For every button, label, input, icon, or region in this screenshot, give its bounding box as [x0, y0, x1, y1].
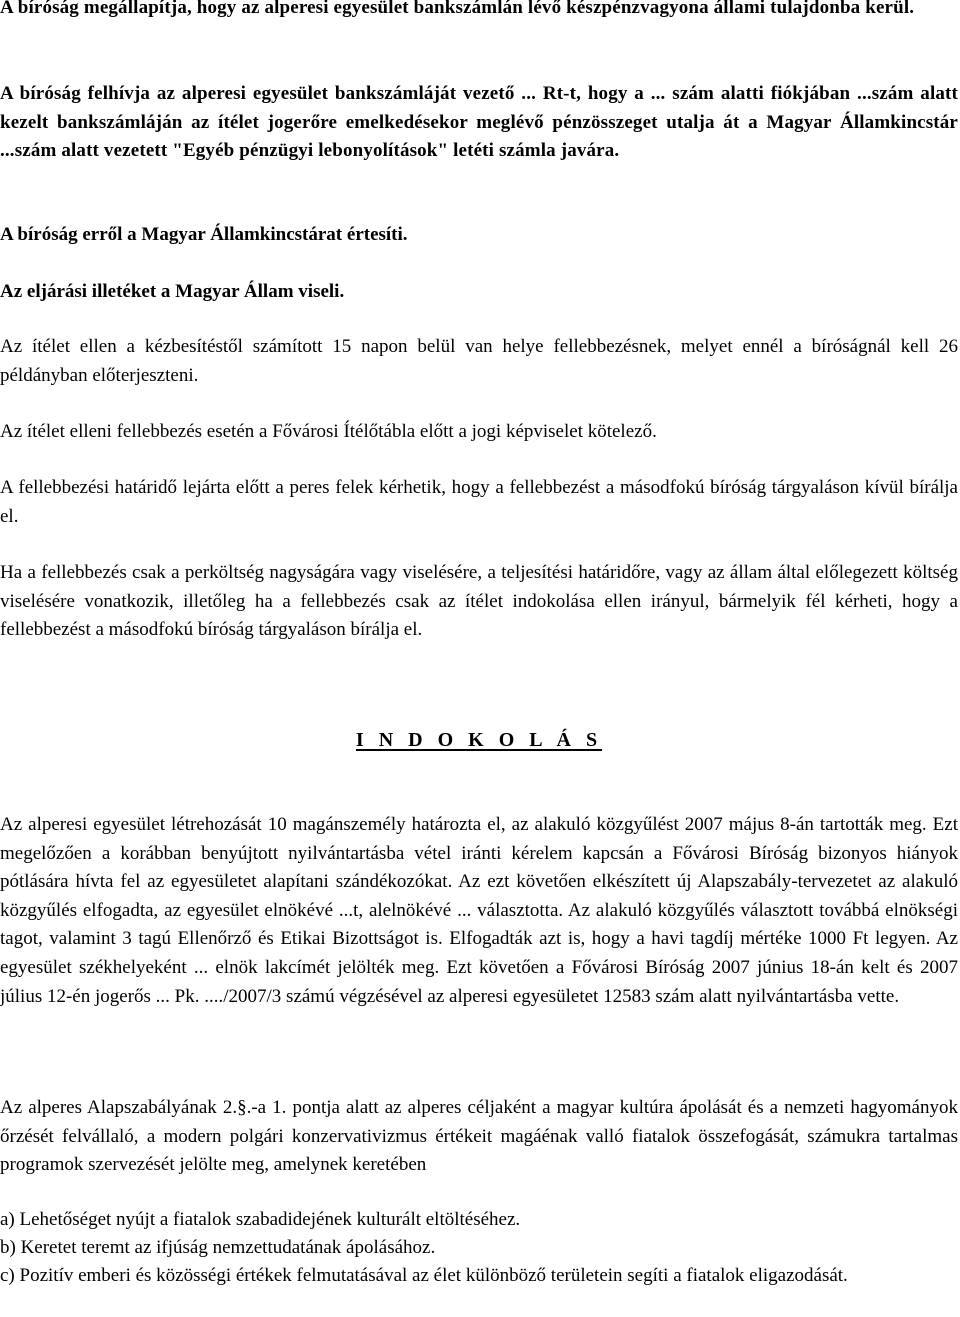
paragraph-bank-transfer-order: A bíróság felhívja az alperesi egyesület bankszámláját vezető ... Rt-t, hogy a ... szám alatti fiókjában ...szám alatt kezelt bankszámláján az ítélet jogerőre emelkedésekor meglévő pénzösszeget utalja át a Magyar Államkincstár ...szám alatt vezetett "Egyéb pénzügyi lebonyolítások" letéti számla javára. — [0, 83, 958, 162]
paragraph-association-goals: Az alperes Alapszabályának 2.§.-a 1. pontja alatt az alperes céljaként a magyar kultúra ápolását és a nemzeti hagyományok őrzését felvállaló, a modern polgári konzervativizmus értékeit magáénak valló fiatalok összefogását, számukra tartalmas programok szervezését jelölte meg, amelynek keretében — [0, 1097, 958, 1176]
paragraph-treasury-notice: A bíróság erről a Magyar Államkincstárat értesíti. — [0, 224, 408, 245]
paragraph-procedural-fee: Az eljárási illetéket a Magyar Állam viseli. — [0, 281, 345, 302]
paragraph-association-history: Az alperesi egyesület létrehozását 10 magánszemély határozta el, az alakuló közgyűlést 2007 május 8-án tartották meg. Ezt megelőzően a korábban benyújtott nyilvántartásba vétel iránti kérelem kapcsán a Fővárosi Bíróság bizonyos hiányok pótlására hívta fel az egyesületet alapítani szándékozókat. Az ezt követően elkészített új Alapszabály-tervezetet az alakuló közgyűlés elfogadta, az egyesület elnökévé ...t, alelnökévé ... választotta. Az alakuló közgyűlés választott továbbá elnökségi tagot, valamint 3 tagú Ellenőrző és Etikai Bizottságot is. Elfogadták azt is, hogy a havi tagdíj mértéke 1000 Ft legyen. Az egyesület székhelyeként ... elnök lakcímét jelölték meg. Ezt követően a Fővárosi Bíróság 2007 június 18-án kelt és 2007 július 12-én jogerős ... Pk. ..../2007/3 számú végzésével az alperesi egyesületet 12583 szám alatt nyilvántartásba vette. — [0, 814, 958, 1007]
paragraph-legal-representation: Az ítélet elleni fellebbezés esetén a Fővárosi Ítélőtábla előtt a jogi képviselet kötelező. — [0, 421, 657, 442]
list-item-goal-b: b) Keretet teremt az ifjúság nemzettudatának ápolásához. — [0, 1237, 436, 1258]
paragraph-appeal-hearing-request: Ha a fellebbezés csak a perköltség nagyságára vagy viselésére, a teljesítési határidőre, vagy az állam által előlegezett költség viselésére vonatkozik, illetőleg ha a fellebbezés csak az ítélet indokolása ellen irányul, bármelyik fél kérheti, hogy a fellebbezést a másodfokú bíróság tárgyaláson bírálja el. — [0, 562, 958, 641]
paragraph-appeal-without-hearing: A fellebbezési határidő lejárta előtt a peres felek kérhetik, hogy a fellebbezést a másodfokú bíróság tárgyaláson kívül bírálja el. — [0, 477, 958, 527]
list-item-goal-a: a) Lehetőséget nyújt a fiatalok szabadidejének kulturált eltöltéséhez. — [0, 1209, 521, 1230]
reasoning-heading: I N D O K O L Á S — [355, 729, 603, 751]
paragraph-appeal-deadline: Az ítélet ellen a kézbesítéstől számított 15 napon belül van helye fellebbezésnek, melyet ennél a bíróságnál kell 26 példányban előterjeszteni. — [0, 336, 958, 386]
paragraph-asset-ruling: A bíróság megállapítja, hogy az alperesi egyesület bankszámlán lévő készpénzvagyona állami tulajdonba kerül. — [0, 0, 915, 18]
list-item-goal-c: c) Pozitív emberi és közösségi értékek felmutatásával az élet különböző területein segíti a fiatalok eligazodását. — [0, 1265, 848, 1286]
